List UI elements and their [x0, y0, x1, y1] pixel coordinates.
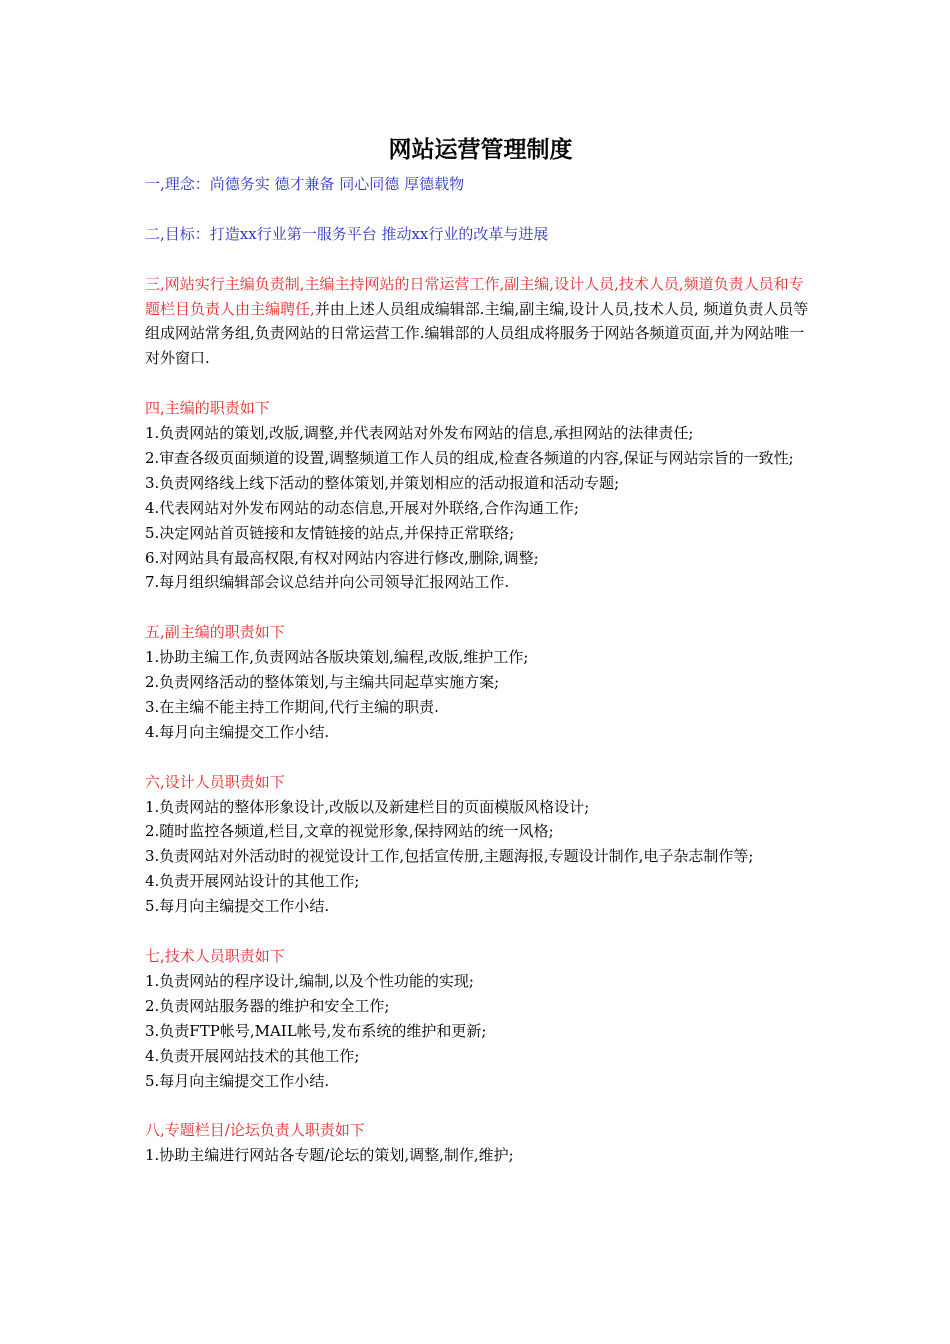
- section-heading: 四,主编的职责如下: [145, 399, 270, 418]
- philosophy-line: 一,理念：尚德务实 德才兼备 同心同德 厚德载物: [145, 175, 465, 193]
- section-8: [145, 1118, 810, 1168]
- section-7: [145, 944, 810, 1093]
- list-item: 1.负责网站的程序设计,编制,以及个性功能的实现;: [145, 971, 474, 990]
- list-item: 2.负责网络活动的整体策划,与主编共同起草实施方案;: [145, 673, 500, 692]
- list-item: 1.协助主编工作,负责网站各版块策划,编程,改版,维护工作;: [145, 648, 529, 667]
- section-6: [145, 770, 810, 919]
- list-item: 5.每月向主编提交工作小结.: [145, 897, 330, 916]
- list-item: 5.决定网站首页链接和友情链接的站点,并保持正常联络;: [145, 523, 515, 542]
- list-item: 3.负责网站对外活动时的视觉设计工作,包括宣传册,主题海报,专题设计制作,电子杂志制作等;: [145, 847, 754, 866]
- goal-line: 二,目标：打造xx行业第一服务平台 推动xx行业的改革与进展: [145, 224, 549, 243]
- list-item: 2.负责网站服务器的维护和安全工作;: [145, 996, 390, 1015]
- list-item: 4.负责开展网站设计的其他工作;: [145, 872, 360, 891]
- list-item: 4.每月向主编提交工作小结.: [145, 722, 330, 741]
- list-item: 4.负责开展网站技术的其他工作;: [145, 1046, 360, 1065]
- document-page: [145, 128, 810, 1193]
- list-item: 7.每月组织编辑部会议总结并向公司领导汇报网站工作.: [145, 573, 510, 592]
- section-3-paragraph: [145, 272, 810, 372]
- list-item: 3.负责网络线上线下活动的整体策划,并策划相应的活动报道和活动专题;: [145, 473, 620, 492]
- section-heading: 五,副主编的职责如下: [145, 623, 285, 642]
- list-item: 3.负责FTP帐号,MAIL帐号,发布系统的维护和更新;: [145, 1021, 487, 1040]
- section-3-black-text: 并由上述人员组成编辑部.主编,副主编,设计人员,技术人员, 频道负责人员等组成网站常务组,负责网站的日常运营工作.编辑部的人员组成将服务于网站各频道页面,并为网站唯一对外窗口.: [145, 299, 809, 368]
- list-item: 4.代表网站对外发布网站的动态信息,开展对外联络,合作沟通工作;: [145, 498, 579, 517]
- list-item: 3.在主编不能主持工作期间,代行主编的职责.: [145, 697, 439, 716]
- section-heading: 八,专题栏目/论坛负责人职责如下: [145, 1121, 365, 1140]
- section-5: [145, 620, 810, 745]
- section-4: [145, 396, 810, 595]
- section-heading: 六,设计人员职责如下: [145, 772, 285, 791]
- list-item: 2.审查各级页面频道的设置,调整频道工作人员的组成,检查各频道的内容,保证与网站宗旨的一致性;: [145, 448, 794, 467]
- section-3-red-text: 三,网站实行主编负责制,主编主持网站的日常运营工作,副主编,设计人员,技术人员,频道负责人员和专题栏目负责人由主编聘任,: [145, 274, 804, 318]
- document-title: 网站运营管理制度: [388, 137, 573, 163]
- section-heading: 七,技术人员职责如下: [145, 947, 285, 965]
- list-item: 1.负责网站的策划,改版,调整,并代表网站对外发布网站的信息,承担网站的法律责任;: [145, 424, 694, 443]
- list-item: 2.随时监控各频道,栏目,文章的视觉形象,保持网站的统一风格;: [145, 822, 554, 841]
- list-item: 1.负责网站的整体形象设计,改版以及新建栏目的页面模版风格设计;: [145, 797, 590, 816]
- list-item: 1.协助主编进行网站各专题/论坛的策划,调整,制作,维护;: [145, 1146, 514, 1165]
- list-item: 5.每月向主编提交工作小结.: [145, 1071, 330, 1090]
- list-item: 6.对网站具有最高权限,有权对网站内容进行修改,删除,调整;: [145, 548, 539, 567]
